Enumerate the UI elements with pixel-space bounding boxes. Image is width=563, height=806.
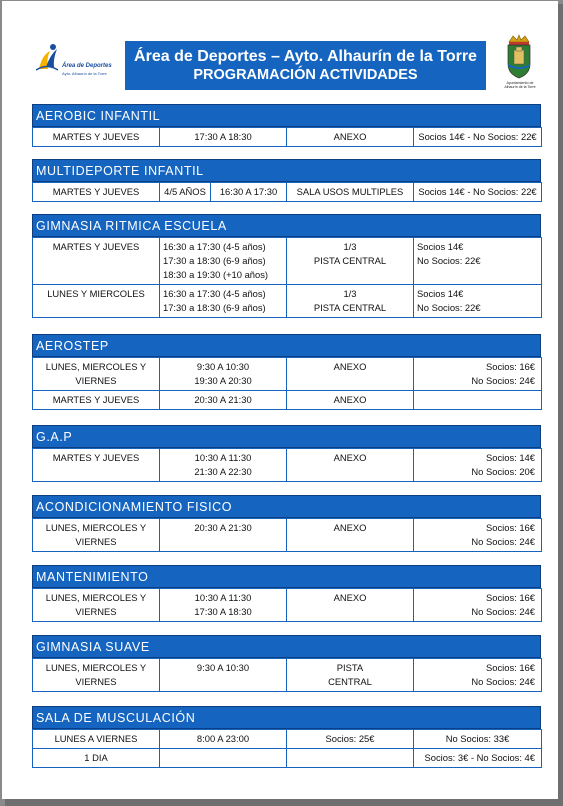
place-cell: SALA USOS MULTIPLES xyxy=(287,183,414,202)
price-line: Socios: 16€ xyxy=(486,522,535,533)
crest-caption-line1: Ayuntamiento de xyxy=(506,81,534,85)
section-title: ACONDICIONAMIENTO FISICO xyxy=(32,495,541,518)
price-cell: Socios: 25€ xyxy=(287,730,414,749)
time-cell: 20:30 A 21:30 xyxy=(160,519,287,552)
place-line: 1/3 xyxy=(343,288,357,299)
days-cell: MARTES Y JUEVES xyxy=(33,391,160,410)
section-title: G.A.P xyxy=(32,425,541,448)
place-cell: ANEXO xyxy=(287,128,414,147)
place-cell: ANEXO xyxy=(287,391,414,410)
time-slot: 17:30 A 18:30 xyxy=(194,606,252,617)
table-row xyxy=(33,238,542,285)
price-cell xyxy=(414,238,542,285)
days-cell: LUNES A VIERNES xyxy=(33,730,160,749)
price-cell xyxy=(414,449,542,482)
price-line: No Socios: 20€ xyxy=(471,466,535,477)
place-cell: ANEXO xyxy=(287,449,414,482)
days-cell: MARTES Y JUEVES xyxy=(33,449,160,482)
days-cell: MARTES Y JUEVES xyxy=(33,238,160,285)
time-slot: 21:30 A 22:30 xyxy=(194,466,252,477)
price-cell xyxy=(414,589,542,622)
price-line: No Socios: 24€ xyxy=(471,676,535,687)
days-line: VIERNES xyxy=(75,375,117,386)
price-cell xyxy=(414,285,542,318)
crest-caption xyxy=(494,81,546,89)
place-cell: ANEXO xyxy=(287,589,414,622)
price-cell: Socios 14€ - No Socios: 22€ xyxy=(414,128,542,147)
schedule-table xyxy=(32,588,542,622)
section-title: MULTIDEPORTE INFANTIL xyxy=(32,159,541,182)
time-slot: 19:30 A 20:30 xyxy=(194,375,252,386)
logo-title: Área de Deportes xyxy=(62,63,112,69)
price-line: No Socios: 22€ xyxy=(417,302,481,313)
time-cell xyxy=(160,449,287,482)
price-line: No Socios: 24€ xyxy=(471,536,535,547)
ages-cell: 4/5 AÑOS xyxy=(160,183,211,202)
price-line: No Socios: 22€ xyxy=(417,255,481,266)
time-cell xyxy=(160,238,287,285)
table-row xyxy=(33,183,542,202)
place-line: PISTA CENTRAL xyxy=(313,255,387,266)
days-cell xyxy=(33,358,160,391)
section-title: MANTENIMIENTO xyxy=(32,565,541,588)
place-line: PISTA CENTRAL xyxy=(313,302,387,313)
section-gimnasia-ritmica xyxy=(32,214,541,318)
place-line: CENTRAL xyxy=(328,676,372,687)
days-cell: LUNES Y MIERCOLES xyxy=(33,285,160,318)
table-row xyxy=(33,519,542,552)
place-cell xyxy=(287,238,414,285)
days-cell xyxy=(33,589,160,622)
price-cell xyxy=(414,358,542,391)
area-deportes-logo xyxy=(32,41,122,77)
section-aerostep xyxy=(32,334,541,410)
section-gap xyxy=(32,425,541,482)
page-title: Área de Deportes – Ayto. Alhaurín de la Torre xyxy=(134,48,477,65)
schedule-table xyxy=(32,658,542,692)
price-line: Socios: 16€ xyxy=(486,592,535,603)
time-slot: 9:30 A 10:30 xyxy=(196,361,250,372)
section-title: AEROSTEP xyxy=(32,334,541,357)
place-cell xyxy=(287,285,414,318)
days-line: LUNES, MIERCOLES Y xyxy=(45,662,147,673)
days-line: LUNES, MIERCOLES Y xyxy=(45,361,147,372)
price-cell: No Socios: 33€ xyxy=(414,730,542,749)
document-page xyxy=(2,1,558,799)
section-gimnasia-suave xyxy=(32,635,541,692)
time-cell xyxy=(160,589,287,622)
place-cell xyxy=(287,749,414,768)
table-row xyxy=(33,128,542,147)
days-cell xyxy=(33,519,160,552)
schedule-table xyxy=(32,237,542,318)
price-cell xyxy=(414,391,542,410)
place-line: PISTA xyxy=(336,662,364,673)
price-line: Socios 14€ xyxy=(417,288,464,299)
section-multideporte-infantil xyxy=(32,159,541,202)
days-line: VIERNES xyxy=(75,536,117,547)
schedule-table xyxy=(32,182,542,202)
table-row xyxy=(33,589,542,622)
time-slot: 17:30 a 18:30 (6-9 años) xyxy=(163,255,266,266)
time-cell xyxy=(160,285,287,318)
schedule-table xyxy=(32,729,542,768)
table-row xyxy=(33,749,542,768)
logo-subtitle: Ayto. Alhaurín de la Torre xyxy=(62,71,107,76)
price-line: Socios: 16€ xyxy=(486,361,535,372)
section-title: GIMNASIA RITMICA ESCUELA xyxy=(32,214,541,237)
section-title: GIMNASIA SUAVE xyxy=(32,635,541,658)
price-line: Socios: 14€ xyxy=(486,452,535,463)
page-shadow xyxy=(5,799,563,806)
section-title: SALA DE MUSCULACIÓN xyxy=(32,706,541,729)
price-cell: Socios 14€ - No Socios: 22€ xyxy=(414,183,542,202)
price-line: No Socios: 24€ xyxy=(471,375,535,386)
time-cell xyxy=(160,358,287,391)
days-line: VIERNES xyxy=(75,676,117,687)
time-slot: 16:30 a 17:30 (4-5 años) xyxy=(163,288,266,299)
section-sala-musculacion xyxy=(32,706,541,768)
days-cell: 1 DIA xyxy=(33,749,160,768)
section-mantenimiento xyxy=(32,565,541,622)
table-row xyxy=(33,358,542,391)
time-slot: 10:30 A 11:30 xyxy=(194,452,252,463)
price-cell: Socios: 3€ - No Socios: 4€ xyxy=(414,749,542,768)
days-line: LUNES, MIERCOLES Y xyxy=(45,522,147,533)
time-slot: 17:30 a 18:30 (6-9 años) xyxy=(163,302,266,313)
table-row xyxy=(33,659,542,692)
runner-logo-icon xyxy=(36,43,58,71)
time-cell: 20:30 A 21:30 xyxy=(160,391,287,410)
section-title: AEROBIC INFANTIL xyxy=(32,104,541,127)
days-line: VIERNES xyxy=(75,606,117,617)
table-row xyxy=(33,391,542,410)
schedule-table xyxy=(32,357,542,410)
section-acondicionamiento-fisico xyxy=(32,495,541,552)
time-cell: 8:00 A 23:00 xyxy=(160,730,287,749)
table-row xyxy=(33,449,542,482)
time-slot: 10:30 A 11:30 xyxy=(194,592,252,603)
price-line: Socios: 16€ xyxy=(486,662,535,673)
days-line: LUNES, MIERCOLES Y xyxy=(45,592,147,603)
time-cell: 16:30 A 17:30 xyxy=(211,183,287,202)
price-cell xyxy=(414,519,542,552)
page-shadow xyxy=(558,4,563,802)
place-line: 1/3 xyxy=(343,241,357,252)
price-line: Socios 14€ xyxy=(417,241,464,252)
table-row xyxy=(33,730,542,749)
days-cell: MARTES Y JUEVES xyxy=(33,183,160,202)
time-slot: 16:30 a 17:30 (4-5 años) xyxy=(163,241,266,252)
time-cell: 17:30 A 18:30 xyxy=(160,128,287,147)
section-aerobic-infantil xyxy=(32,104,541,147)
days-cell xyxy=(33,659,160,692)
price-cell xyxy=(414,659,542,692)
time-cell: 9:30 A 10:30 xyxy=(160,659,287,692)
table-row xyxy=(33,285,542,318)
price-line: No Socios: 24€ xyxy=(471,606,535,617)
place-cell: ANEXO xyxy=(287,358,414,391)
page-subtitle: PROGRAMACIÓN ACTIVIDADES xyxy=(193,67,418,83)
time-cell xyxy=(160,749,287,768)
schedule-table xyxy=(32,448,542,482)
time-slot: 18:30 a 19:30 (+10 años) xyxy=(163,269,269,280)
schedule-table xyxy=(32,518,542,552)
days-cell: MARTES Y JUEVES xyxy=(33,128,160,147)
crest-caption-line2: Alhaurín de la Torre xyxy=(504,85,536,89)
place-cell xyxy=(287,659,414,692)
schedule-table xyxy=(32,127,542,147)
place-cell: ANEXO xyxy=(287,519,414,552)
title-banner xyxy=(125,41,486,90)
